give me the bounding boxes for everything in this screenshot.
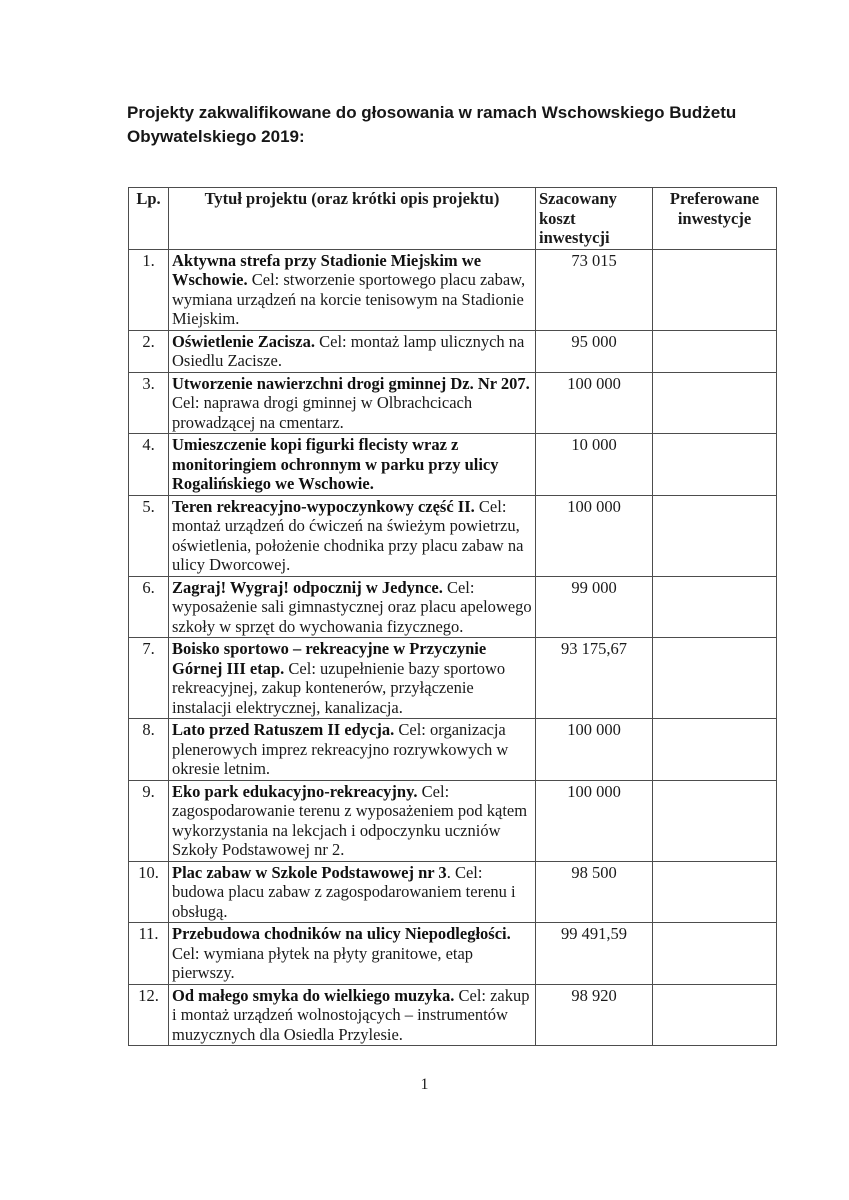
row-number: 5.	[129, 495, 169, 576]
row-number: 10.	[129, 861, 169, 923]
project-cell	[169, 372, 536, 434]
table-row	[129, 780, 777, 861]
project-description: Cel: stworzenie sportowego placu zabaw, wymiana urządzeń na korcie tenisowym na Stadionie Miejskim.	[172, 270, 526, 328]
row-number: 9.	[129, 780, 169, 861]
project-cell	[169, 330, 536, 372]
project-title: Lato przed Ratuszem II edycja.	[172, 720, 395, 739]
project-cell	[169, 249, 536, 330]
project-title: Od małego smyka do wielkiego muzyka.	[172, 985, 455, 1005]
project-cost: 73 015	[536, 249, 653, 330]
project-title: Teren rekreacyjno-wypoczynkowy część II.	[172, 496, 475, 516]
project-title: Utworzenie nawierzchni drogi gminnej Dz. Nr 207.	[172, 373, 530, 393]
table-row	[129, 372, 777, 434]
table-header-row	[129, 188, 777, 250]
project-cost: 100 000	[536, 719, 653, 781]
header-estimated-cost: Szacowany koszt inwestycji	[536, 188, 653, 250]
project-description: Cel: naprawa drogi gminnej w Olbrachcicach prowadzącej na cmentarz.	[172, 393, 473, 432]
row-number: 8.	[129, 719, 169, 781]
header-lp: Lp.	[129, 188, 169, 250]
project-description: Cel: zakup i montaż urządzeń wolnostojących – instrumentów muzycznych dla Osiedla Przylesie.	[172, 985, 530, 1044]
row-number: 4.	[129, 434, 169, 496]
document-title: Projekty zakwalifikowane do głosowania w ramach Wschowskiego Budżetu Obywatelskiego 2019:	[127, 103, 737, 146]
preferred-investment-cell	[653, 495, 777, 576]
project-description: Cel: montaż urządzeń do ćwiczeń na świeżym powietrzu, oświetlenia, położenie chodnika przy placu zabaw na ulicy Dworcowej.	[172, 496, 524, 574]
project-cost: 98 500	[536, 861, 653, 923]
project-title: Umieszczenie kopi figurki flecisty wraz z monitoringiem ochronnym w parku przy ulicy Rogalińskiego we Wschowie.	[172, 435, 499, 493]
preferred-investment-cell	[653, 719, 777, 781]
project-description: Cel: organizacja plenerowych imprez rekreacyjno rozrywkowych w okresie letnim.	[172, 720, 509, 778]
project-cost: 95 000	[536, 330, 653, 372]
project-cost: 99 000	[536, 576, 653, 638]
project-description: Cel: montaż lamp ulicznych na Osiedlu Zacisze.	[172, 331, 525, 370]
row-number: 3.	[129, 372, 169, 434]
project-cost: 100 000	[536, 495, 653, 576]
project-cost: 10 000	[536, 434, 653, 496]
project-cell	[169, 923, 536, 985]
project-description: Cel: zagospodarowanie terenu z wyposażeniem pod kątem wykorzystania na lekcjach i odpoczynku uczniów Szkoły Podstawowej nr 2.	[172, 781, 528, 859]
project-cell	[169, 780, 536, 861]
table-row	[129, 984, 777, 1046]
table-row	[129, 495, 777, 576]
project-cell	[169, 861, 536, 923]
project-title: Plac zabaw w Szkole Podstawowej nr 3	[172, 862, 447, 882]
project-title: Aktywna strefa przy Stadionie Miejskim we Wschowie.	[172, 250, 482, 289]
preferred-investment-cell	[653, 372, 777, 434]
project-title: Eko park edukacyjno-rekreacyjny.	[172, 781, 418, 801]
project-title: Zagraj! Wygraj! odpocznij w Jedynce.	[172, 577, 443, 597]
project-cell	[169, 638, 536, 719]
project-cost: 100 000	[536, 372, 653, 434]
project-title: Oświetlenie Zacisza.	[172, 331, 315, 351]
preferred-investment-cell	[653, 434, 777, 496]
row-number: 12.	[129, 984, 169, 1046]
project-description: . Cel: budowa placu zabaw z zagospodarowaniem terenu i obsługą.	[172, 862, 516, 921]
row-number: 2.	[129, 330, 169, 372]
project-description: Cel: wyposażenie sali gimnastycznej oraz placu apelowego szkoły w sprzęt do wychowania fizycznego.	[172, 577, 532, 636]
preferred-investment-cell	[653, 330, 777, 372]
project-description: Cel: uzupełnienie bazy sportowo rekreacyjnej, zakup kontenerów, przyłączenie instalacji elektrycznej, kanalizacja.	[172, 658, 506, 717]
table-row	[129, 923, 777, 985]
table-row	[129, 638, 777, 719]
table-row	[129, 330, 777, 372]
table-row	[129, 434, 777, 496]
project-cost: 98 920	[536, 984, 653, 1046]
project-cost: 93 175,67	[536, 638, 653, 719]
project-cell	[169, 719, 536, 781]
table-row	[129, 576, 777, 638]
table-row	[129, 719, 777, 781]
page-number: 1	[420, 1076, 429, 1093]
header-preferred-investments: Preferowane inwestycje	[653, 188, 777, 250]
project-title: Przebudowa chodników na ulicy Niepodległości.	[172, 924, 511, 943]
row-number: 11.	[129, 923, 169, 985]
preferred-investment-cell	[653, 576, 777, 638]
preferred-investment-cell	[653, 984, 777, 1046]
preferred-investment-cell	[653, 638, 777, 719]
project-cost: 100 000	[536, 780, 653, 861]
preferred-investment-cell	[653, 780, 777, 861]
project-title: Boisko sportowo – rekreacyjne w Przyczynie Górnej III etap.	[172, 639, 487, 678]
project-cost: 99 491,59	[536, 923, 653, 985]
project-cell	[169, 576, 536, 638]
preferred-investment-cell	[653, 923, 777, 985]
projects-table	[128, 187, 777, 1046]
header-project-title: Tytuł projektu (oraz krótki opis projektu)	[169, 188, 536, 250]
table-row	[129, 861, 777, 923]
row-number: 6.	[129, 576, 169, 638]
row-number: 7.	[129, 638, 169, 719]
project-cell	[169, 434, 536, 496]
row-number: 1.	[129, 249, 169, 330]
preferred-investment-cell	[653, 861, 777, 923]
project-cell	[169, 984, 536, 1046]
preferred-investment-cell	[653, 249, 777, 330]
project-cell	[169, 495, 536, 576]
table-row	[129, 249, 777, 330]
project-description: Cel: wymiana płytek na płyty granitowe, etap pierwszy.	[172, 943, 474, 982]
